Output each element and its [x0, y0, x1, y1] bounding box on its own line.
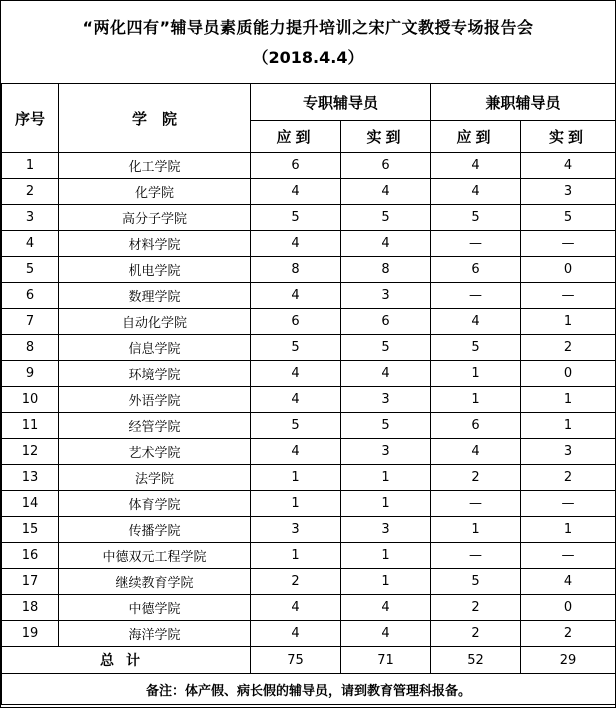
cell-college: 体育学院 — [59, 491, 251, 517]
table-row — [2, 517, 616, 543]
cell-ft-actual: 3 — [341, 283, 431, 309]
table-row — [2, 569, 616, 595]
cell-ft-actual: 1 — [341, 569, 431, 595]
cell-college: 海洋学院 — [59, 621, 251, 647]
cell-ft-expected: 5 — [251, 413, 341, 439]
cell-seq: 9 — [2, 361, 59, 387]
cell-ft-actual: 5 — [341, 335, 431, 361]
table-row — [2, 361, 616, 387]
cell-pt-expected: — — [431, 231, 521, 257]
header-pt-expected: 应到 — [431, 121, 521, 153]
cell-ft-expected: 4 — [251, 387, 341, 413]
cell-college: 中德双元工程学院 — [59, 543, 251, 569]
header-college: 学 院 — [59, 84, 251, 153]
table-row — [2, 179, 616, 205]
footnote: 备注：体产假、病长假的辅导员，请到教育管理科报备。 — [2, 674, 616, 705]
cell-ft-expected: 4 — [251, 621, 341, 647]
cell-pt-actual: 4 — [521, 153, 616, 179]
document-date: （2018.4.4） — [252, 48, 364, 67]
cell-pt-expected: 6 — [431, 257, 521, 283]
cell-pt-actual: 1 — [521, 517, 616, 543]
cell-ft-expected: 4 — [251, 595, 341, 621]
table-row — [2, 413, 616, 439]
cell-pt-expected: 4 — [431, 153, 521, 179]
cell-pt-actual: 3 — [521, 179, 616, 205]
cell-ft-expected: 4 — [251, 439, 341, 465]
cell-college: 信息学院 — [59, 335, 251, 361]
cell-pt-actual: 3 — [521, 439, 616, 465]
header-ft-actual: 实到 — [341, 121, 431, 153]
cell-pt-actual: — — [521, 491, 616, 517]
table-row — [2, 153, 616, 179]
cell-seq: 4 — [2, 231, 59, 257]
cell-ft-actual: 1 — [341, 465, 431, 491]
header-seq: 序号 — [2, 84, 59, 153]
cell-ft-expected: 1 — [251, 491, 341, 517]
cell-ft-expected: 5 — [251, 335, 341, 361]
cell-ft-actual: 6 — [341, 309, 431, 335]
cell-ft-actual: 3 — [341, 439, 431, 465]
cell-ft-actual: 3 — [341, 517, 431, 543]
cell-ft-expected: 4 — [251, 361, 341, 387]
header-fulltime: 专职辅导员 — [251, 84, 431, 121]
note-row — [2, 674, 616, 705]
cell-pt-actual: 5 — [521, 205, 616, 231]
header-pt-actual: 实到 — [521, 121, 616, 153]
cell-pt-expected: 2 — [431, 621, 521, 647]
cell-seq: 7 — [2, 309, 59, 335]
cell-college: 艺术学院 — [59, 439, 251, 465]
cell-pt-expected: 2 — [431, 465, 521, 491]
table-row — [2, 309, 616, 335]
cell-ft-actual: 5 — [341, 413, 431, 439]
cell-seq: 8 — [2, 335, 59, 361]
cell-pt-expected: 1 — [431, 361, 521, 387]
cell-ft-expected: 2 — [251, 569, 341, 595]
total-row — [2, 647, 616, 674]
cell-ft-actual: 1 — [341, 543, 431, 569]
cell-pt-actual: 2 — [521, 621, 616, 647]
cell-pt-actual: 4 — [521, 569, 616, 595]
cell-ft-actual: 3 — [341, 387, 431, 413]
cell-ft-actual: 1 — [341, 491, 431, 517]
cell-pt-expected: 4 — [431, 439, 521, 465]
header-row-1 — [2, 84, 616, 121]
cell-seq: 19 — [2, 621, 59, 647]
cell-college: 材料学院 — [59, 231, 251, 257]
cell-pt-actual: — — [521, 543, 616, 569]
cell-seq: 6 — [2, 283, 59, 309]
table-row — [2, 621, 616, 647]
cell-pt-actual: 2 — [521, 335, 616, 361]
cell-pt-actual: — — [521, 231, 616, 257]
total-pt-actual: 29 — [521, 647, 616, 674]
header-parttime: 兼职辅导员 — [431, 84, 616, 121]
cell-pt-actual: 0 — [521, 595, 616, 621]
table-row — [2, 439, 616, 465]
cell-seq: 11 — [2, 413, 59, 439]
table-row — [2, 465, 616, 491]
cell-pt-expected: 1 — [431, 517, 521, 543]
table-row — [2, 387, 616, 413]
document-title: “两化四有”辅导员素质能力提升培训之宋广文教授专场报告会 — [82, 18, 534, 37]
cell-college: 外语学院 — [59, 387, 251, 413]
cell-college: 传播学院 — [59, 517, 251, 543]
cell-college: 化工学院 — [59, 153, 251, 179]
cell-college: 环境学院 — [59, 361, 251, 387]
cell-ft-expected: 8 — [251, 257, 341, 283]
attendance-table — [1, 83, 616, 705]
cell-college: 自动化学院 — [59, 309, 251, 335]
header-ft-expected: 应到 — [251, 121, 341, 153]
cell-pt-actual: 0 — [521, 361, 616, 387]
cell-seq: 3 — [2, 205, 59, 231]
cell-seq: 12 — [2, 439, 59, 465]
cell-ft-actual: 8 — [341, 257, 431, 283]
cell-ft-expected: 6 — [251, 153, 341, 179]
cell-ft-expected: 1 — [251, 543, 341, 569]
cell-pt-expected: — — [431, 283, 521, 309]
cell-college: 法学院 — [59, 465, 251, 491]
cell-ft-actual: 6 — [341, 153, 431, 179]
cell-college: 机电学院 — [59, 257, 251, 283]
cell-pt-actual: — — [521, 283, 616, 309]
cell-college: 数理学院 — [59, 283, 251, 309]
cell-seq: 16 — [2, 543, 59, 569]
table-row — [2, 283, 616, 309]
cell-seq: 14 — [2, 491, 59, 517]
cell-ft-expected: 4 — [251, 283, 341, 309]
cell-seq: 18 — [2, 595, 59, 621]
total-ft-expected: 75 — [251, 647, 341, 674]
total-pt-expected: 52 — [431, 647, 521, 674]
cell-pt-actual: 1 — [521, 309, 616, 335]
table-row — [2, 335, 616, 361]
cell-pt-actual: 2 — [521, 465, 616, 491]
cell-college: 高分子学院 — [59, 205, 251, 231]
cell-seq: 1 — [2, 153, 59, 179]
cell-college: 继续教育学院 — [59, 569, 251, 595]
cell-ft-actual: 4 — [341, 621, 431, 647]
cell-pt-actual: 1 — [521, 413, 616, 439]
cell-ft-expected: 1 — [251, 465, 341, 491]
cell-ft-actual: 4 — [341, 595, 431, 621]
cell-seq: 15 — [2, 517, 59, 543]
cell-seq: 13 — [2, 465, 59, 491]
cell-pt-expected: 5 — [431, 569, 521, 595]
cell-seq: 2 — [2, 179, 59, 205]
cell-pt-expected: — — [431, 491, 521, 517]
cell-ft-actual: 5 — [341, 205, 431, 231]
cell-pt-expected: 2 — [431, 595, 521, 621]
cell-ft-actual: 4 — [341, 231, 431, 257]
cell-college: 化学院 — [59, 179, 251, 205]
cell-ft-expected: 3 — [251, 517, 341, 543]
cell-pt-expected: 1 — [431, 387, 521, 413]
cell-pt-expected: 4 — [431, 179, 521, 205]
cell-pt-expected: — — [431, 543, 521, 569]
cell-pt-actual: 1 — [521, 387, 616, 413]
cell-pt-expected: 5 — [431, 335, 521, 361]
cell-college: 经管学院 — [59, 413, 251, 439]
cell-pt-expected: 6 — [431, 413, 521, 439]
cell-seq: 10 — [2, 387, 59, 413]
table-row — [2, 257, 616, 283]
total-ft-actual: 71 — [341, 647, 431, 674]
total-label: 总计 — [2, 647, 251, 674]
cell-seq: 5 — [2, 257, 59, 283]
table-row — [2, 231, 616, 257]
cell-ft-actual: 4 — [341, 179, 431, 205]
cell-seq: 17 — [2, 569, 59, 595]
cell-ft-expected: 5 — [251, 205, 341, 231]
title-block — [1, 1, 615, 83]
cell-ft-expected: 4 — [251, 179, 341, 205]
cell-pt-expected: 4 — [431, 309, 521, 335]
table-row — [2, 543, 616, 569]
cell-ft-actual: 4 — [341, 361, 431, 387]
cell-pt-expected: 5 — [431, 205, 521, 231]
cell-college: 中德学院 — [59, 595, 251, 621]
cell-ft-expected: 6 — [251, 309, 341, 335]
cell-ft-expected: 4 — [251, 231, 341, 257]
table-row — [2, 491, 616, 517]
table-row — [2, 205, 616, 231]
cell-pt-actual: 0 — [521, 257, 616, 283]
table-row — [2, 595, 616, 621]
